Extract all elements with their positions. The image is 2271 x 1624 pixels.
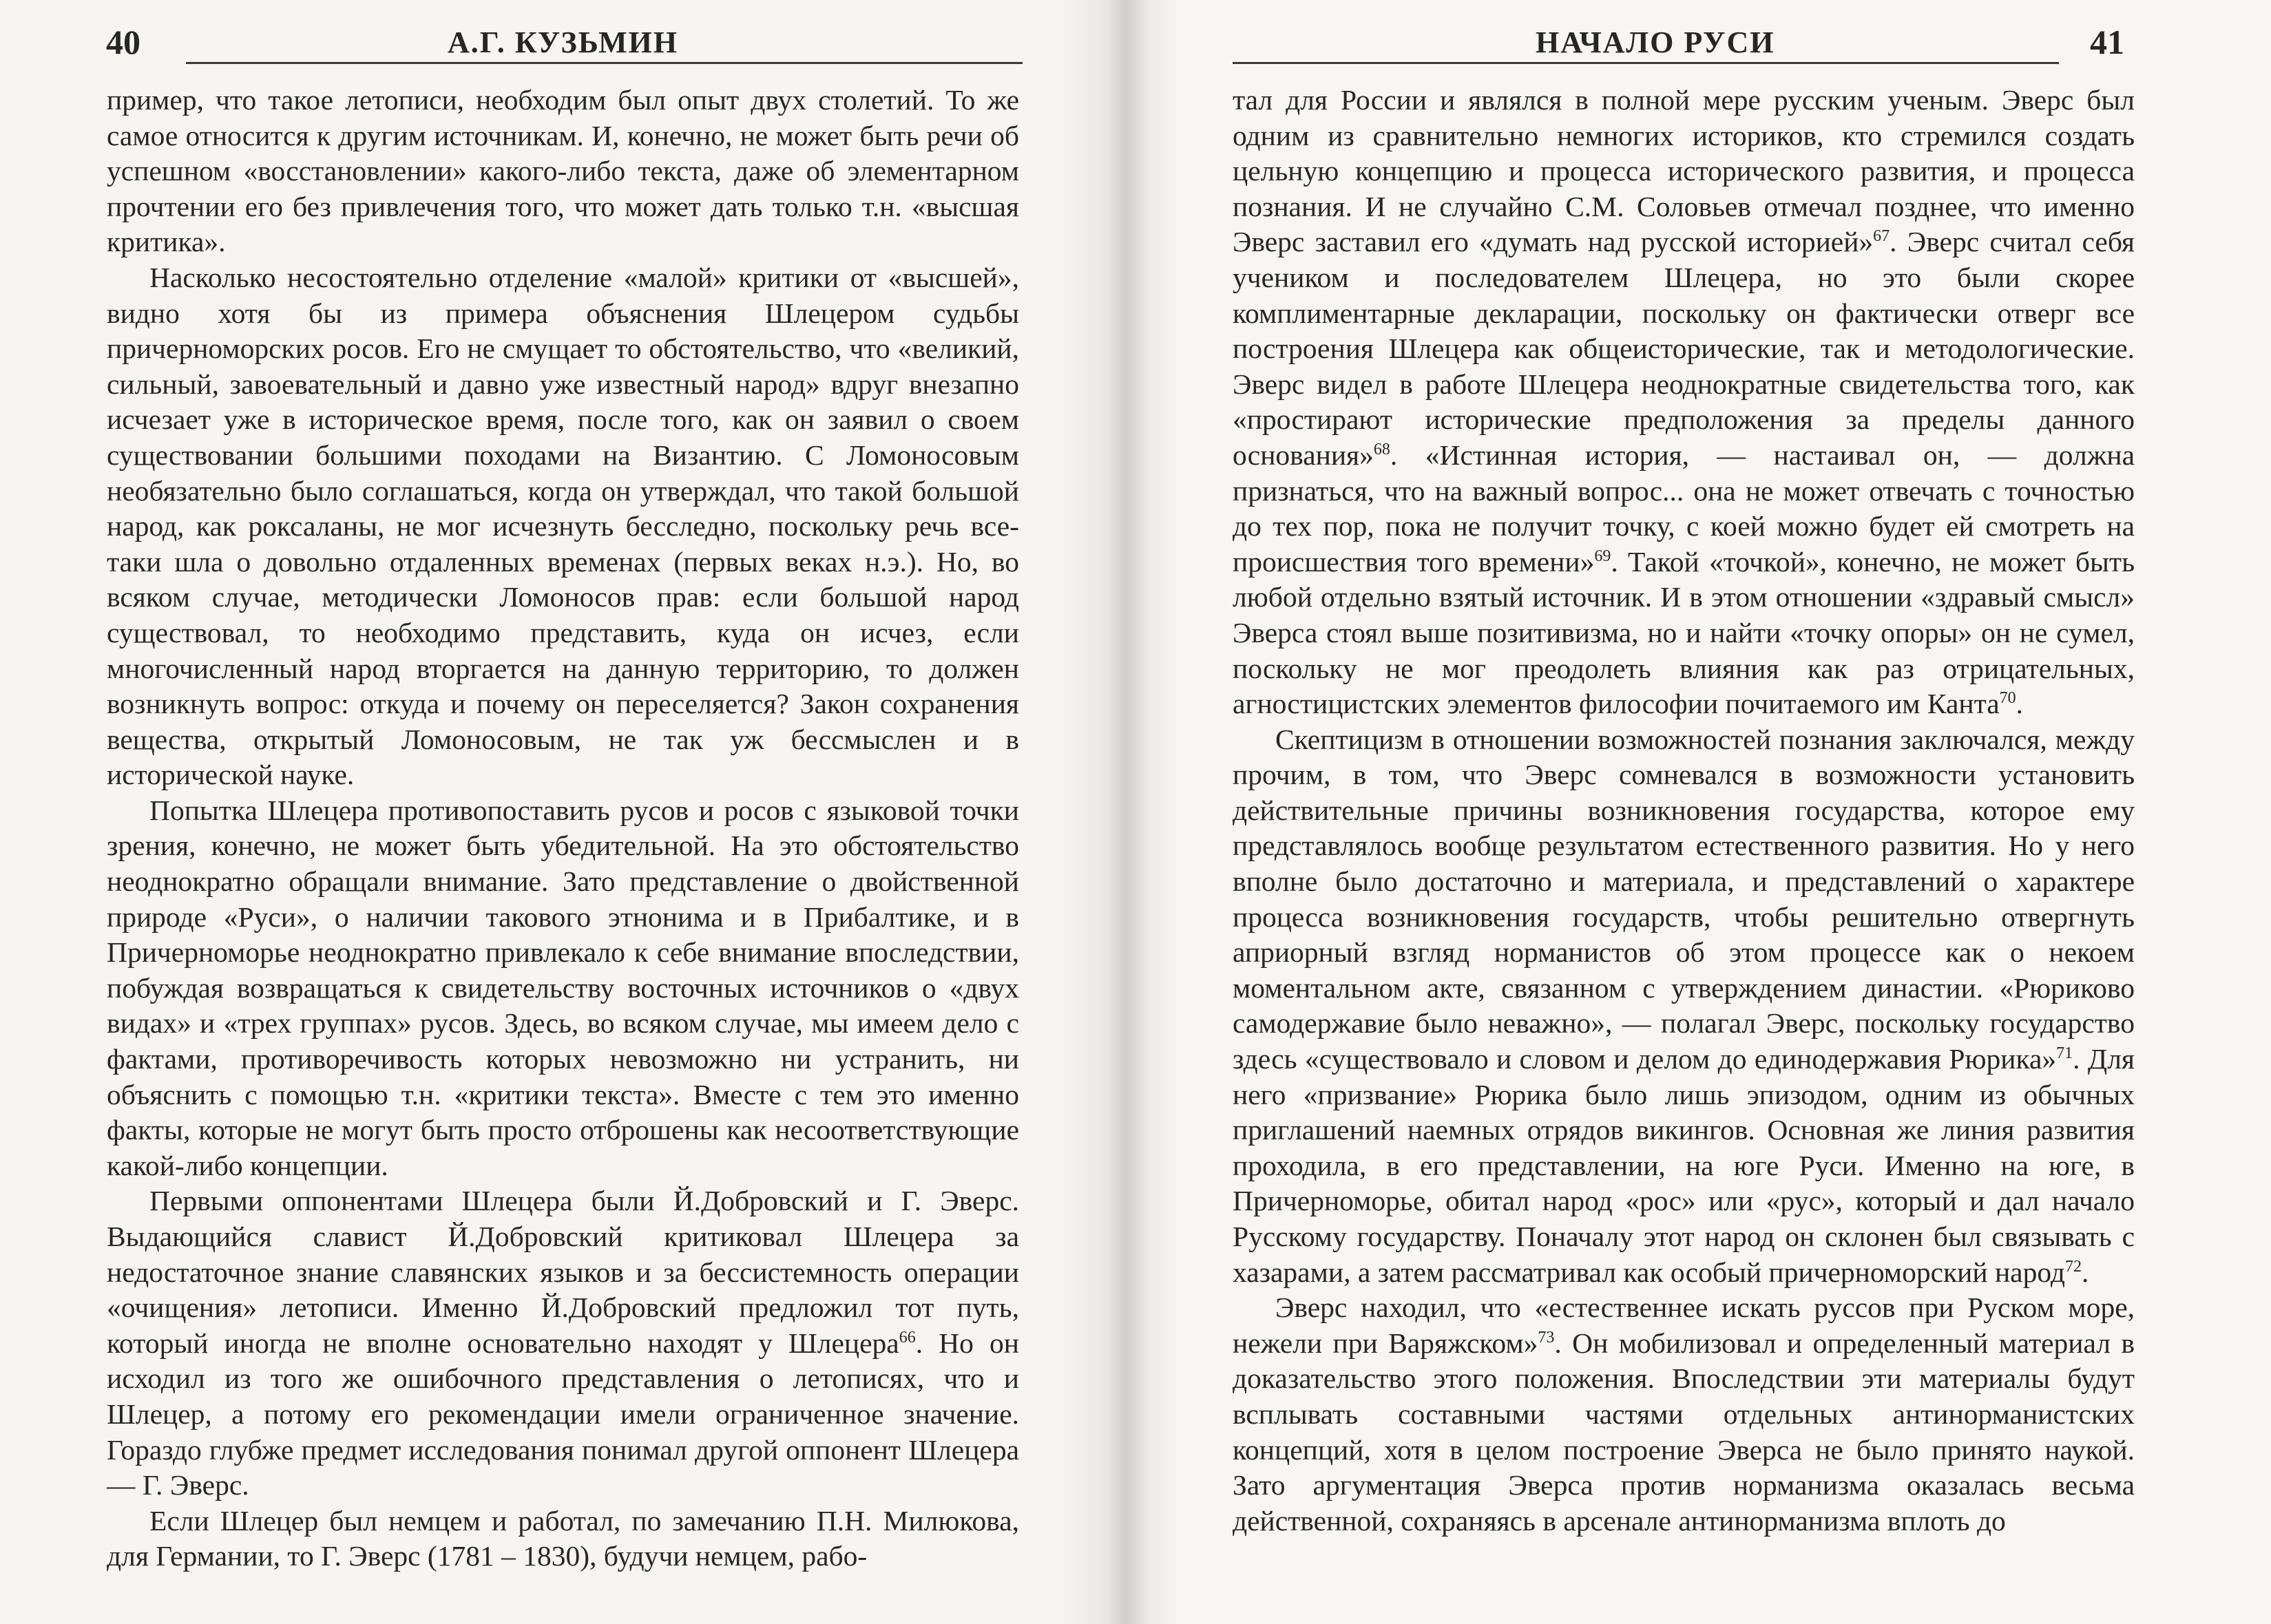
paragraph-text: Попытка Шлецера противопоставить русов и росов с языковой точки зрения, конечно, не может быть убедительной. На это обстоятельство неоднократно обращали внимание. Зато представление о двойственной природе «Руси», о наличии такового этнонима и в Прибалтике, и в Причерноморье неоднократно привлекало к себе внимание впоследствии, побуждая возвращаться к свидетельству восточных источников о «двух видах» и «трех группах» русов. Здесь, во всяком случае, мы имеем дело с фактами, противоречивость которых невозможно ни устранить, ни объяснить с помощью т.н. «критики текста». Вместе с тем это именно факты, которые не могут быть просто отброшены как несоответствующие какой-либо концепции. — [107, 794, 1019, 1181]
paragraph — [107, 1504, 1019, 1574]
left-page — [0, 0, 1116, 1624]
paragraph-text: тал для России и являлся в полной мере русским ученым. Эверс был одним из сравнительно немногих историков, кто стремился создать цельную концепцию и процесса исторического развития, и процесса познания. И не случайно С.М. Соловьев отмечал позднее, что именно Эверс заставил его «думать над русской историей» — [1233, 84, 2135, 258]
footnote-ref: 70 — [1999, 689, 2016, 708]
footnote-ref: 68 — [1373, 441, 1390, 459]
paragraph — [1233, 83, 2135, 722]
footnote-ref: 72 — [2065, 1257, 2082, 1276]
paragraph-text: Первыми оппонентами Шлецера были Й.Добровский и Г. Эверс. Выдающийся славист Й.Добровский критиковал Шлецера за недостаточное знание славянских языков и за бессистемность операции «очищения» летописи. Именно Й.Добровский предложил тот путь, который иногда не вполне основательно находят у Шлецера — [107, 1185, 1019, 1359]
right-running-head: НАЧАЛО РУСИ — [1536, 25, 1775, 59]
paragraph — [107, 260, 1019, 793]
right-page-body — [1233, 83, 2135, 1539]
paragraph-text: Насколько несостоятельно отделение «малой» критики от «высшей», видно хотя бы из примера объяснения Шлецером судьбы причерноморских росов. Его не смущает то обстоятельство, что «великий, сильный, завоевательный и давно уже известный народ» вдруг внезапно исчезает уже в историческое время, после того, как он заявил о своем существовании большими походами на Византию. С Ломоносовым необязательно было соглашаться, когда он утверждал, что такой большой народ, как роксаланы, не мог исчезнуть бесследно, поскольку речь все-таки шла о довольно отдаленных временах (первых веках н.э.). Но, во всяком случае, методически Ломоносов прав: если большой народ существовал, то необходимо представить, куда он исчез, если многочисленный народ вторгается на данную территорию, то должен возникнуть вопрос: откуда и почему он переселяется? Закон сохранения вещества, открытый Ломоносовым, не так уж бессмыслен и в исторической науке. — [107, 261, 1019, 791]
left-page-header — [103, 18, 1026, 59]
right-page-header — [1226, 18, 2148, 59]
right-page — [1116, 0, 2271, 1624]
paragraph-text: . Такой «точкой», конечно, не может быть любой отдельно взятый источник. И в этом отношении «здравый смысл» Эверса стоял выше позитивизма, но и найти «точку опоры» он не сумел, поскольку не мог преодолеть влияния как раз отрицательных, агностицистских элементов философии почитаемого им Канта — [1233, 545, 2135, 720]
paragraph — [107, 793, 1019, 1184]
book-gutter-shadow — [1060, 0, 1178, 1624]
right-page-number: 41 — [2090, 23, 2124, 61]
paragraph-text: . — [2016, 688, 2024, 720]
footnote-ref: 66 — [899, 1328, 916, 1347]
left-page-number: 40 — [106, 23, 140, 61]
right-header-rule — [1233, 62, 2059, 64]
paragraph-text: . Но он исходил из того же ошибочного представления о летописях, что и Шлецер, а потому его рекомендации имели ограниченное значение. Гораздо глубже предмет исследования понимал другой оппонент Шлецера — Г. Эверс. — [107, 1327, 1019, 1501]
paragraph-text: . Эверс считал себя учеником и последователем Шлецера, но это были скорее комплиментарные декларации, поскольку он фактически отверг все построения Шлецера как общеисторические, так и методологические. Эверс видел в работе Шлецера неоднократные свидетельства того, как «простирают исторические предположения за пределы данного основания» — [1233, 226, 2135, 471]
left-page-body — [107, 83, 1019, 1574]
paragraph-text: Если Шлецер был немцем и работал, по замечанию П.Н. Милюкова, для Германии, то Г. Эверс (1781 – 1830), будучи немцем, рабо- — [107, 1504, 1019, 1572]
paragraph — [1233, 722, 2135, 1291]
paragraph-text: . «Истинная история, — настаивал он, — должна признаться, что на важный вопрос... она не может отвечать с точностью до тех пор, пока не получит точку, с коей можно будет ей смотреть на происшествия того времени» — [1233, 439, 2135, 578]
paragraph-text: . Он мобилизовал и определенный материал в доказательство этого положения. Впоследствии эти материалы будут всплывать составными частями отдельных антинорманистских концепций, хотя в целом построение Эверса не было принято наукой. Зато аргументация Эверса против норманизма оказалась весьма действенной, сохраняясь в арсенале антинорманизма вплоть до — [1233, 1327, 2135, 1537]
left-header-rule — [186, 62, 1023, 64]
footnote-ref: 71 — [2056, 1044, 2073, 1063]
paragraph-text: Скептицизм в отношении возможностей познания заключался, между прочим, в том, что Эверс сомневался в возможности установить действительные причины возникновения государства, которое ему представлялось вообще результатом естественного развития. Но у него вполне было достаточно и материала, и представлений о характере процесса возникновения государств, чтобы решительно отвергнуть априорный взгляд норманистов об этом процессе как о некоем моментальном акте, связанном с утверждением династии. «Рюриково самодержавие было неважно», — полагал Эверс, поскольку государство здесь «существовало и словом и делом до единодержавия Рюрика» — [1233, 723, 2135, 1075]
paragraph-text: пример, что такое летописи, необходим был опыт двух столетий. То же самое относится к другим источникам. И, конечно, не может быть речи об успешном «восстановлении» какого-либо текста, даже об элементарном прочтении его без привлечения того, что может дать только т.н. «высшая критика». — [107, 84, 1019, 258]
left-running-head: А.Г. КУЗЬМИН — [448, 25, 679, 59]
paragraph — [107, 1183, 1019, 1503]
footnote-ref: 73 — [1538, 1328, 1555, 1347]
paragraph-text: . — [2082, 1256, 2089, 1288]
paragraph-text: Эверс находил, что «естественнее искать руссов при Руском море, нежели при Варяжском» — [1233, 1291, 2135, 1359]
footnote-ref: 67 — [1873, 227, 1890, 246]
paragraph-text: . Для него «призвание» Рюрика было лишь эпизодом, одним из обычных приглашений наемных отрядов викингов. Основная же линия развития проходила, в его представлении, на юге Руси. Именно на юге, в Причерноморье, обитал народ «рос» или «рус», который и дал начало Русскому государству. Поначалу этот народ он склонен был связывать с хазарами, а затем рассматривал как особый причерноморский народ — [1233, 1043, 2135, 1288]
paragraph — [107, 83, 1019, 260]
paragraph — [1233, 1290, 2135, 1539]
footnote-ref: 69 — [1594, 547, 1611, 565]
